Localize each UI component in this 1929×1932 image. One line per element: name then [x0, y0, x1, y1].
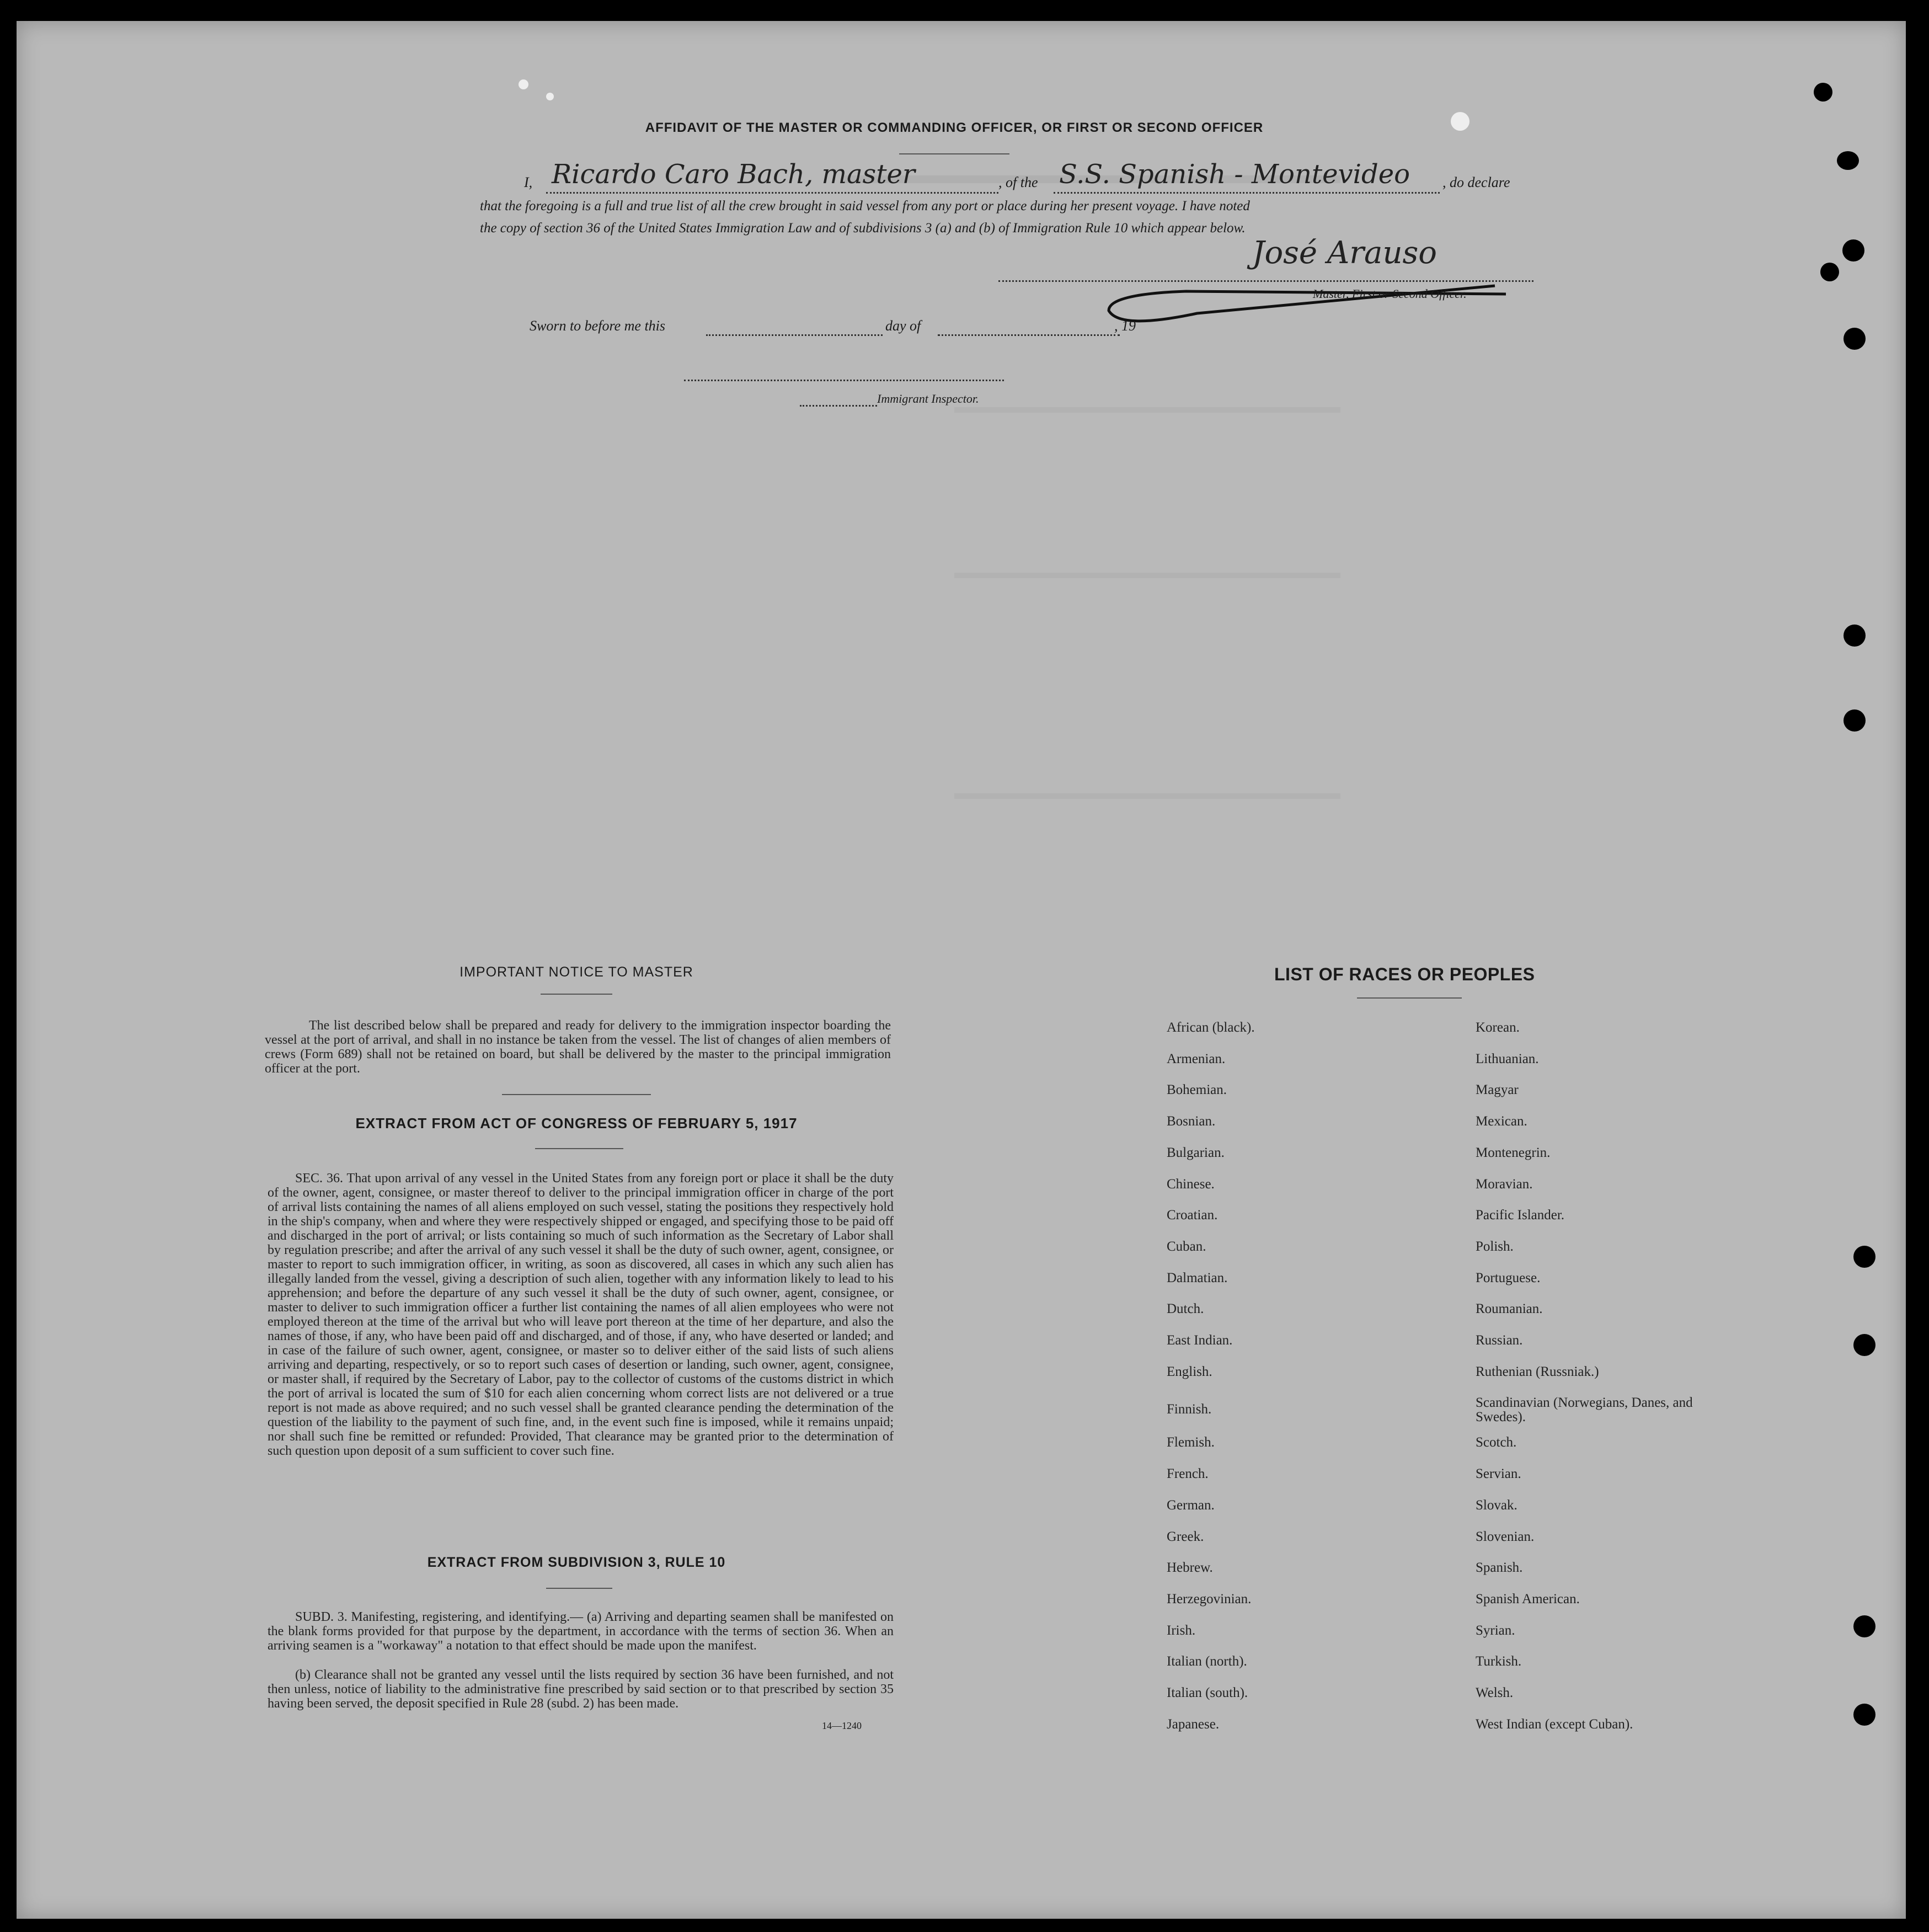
rule-title-rule: [546, 1588, 612, 1589]
paper-speck: [1451, 112, 1470, 131]
race-entry: Mexican.: [1476, 1114, 1527, 1129]
race-entry: Moravian.: [1476, 1176, 1533, 1192]
race-entry: English.: [1167, 1364, 1212, 1379]
inspector-signature-line: [684, 380, 1004, 381]
race-entry: Hebrew.: [1167, 1560, 1213, 1576]
race-entry: African (black).: [1167, 1020, 1255, 1035]
signature-line: [998, 280, 1533, 282]
document-page: [17, 21, 1906, 1919]
race-entry: Portuguese.: [1476, 1270, 1541, 1285]
race-entry: East Indian.: [1167, 1333, 1233, 1348]
punch-hole: [1820, 263, 1839, 281]
race-entry: Dalmatian.: [1167, 1270, 1228, 1285]
punch-hole: [1843, 709, 1866, 732]
bleed-through-mark: [954, 407, 1340, 413]
race-entry: Bohemian.: [1167, 1082, 1227, 1098]
races-title: LIST OF RACES OR PEOPLES: [1274, 964, 1535, 984]
race-entry: Finnish.: [1167, 1402, 1212, 1417]
race-entry: Pacific Islander.: [1476, 1208, 1565, 1223]
rule-title: EXTRACT FROM SUBDIVISION 3, RULE 10: [427, 1555, 726, 1570]
punch-hole: [1843, 328, 1866, 350]
race-entry: Spanish American.: [1476, 1591, 1580, 1607]
punch-hole: [1853, 1334, 1875, 1356]
affidavit-do-declare: , do declare: [1442, 174, 1510, 190]
sworn-year: , 19: [1114, 318, 1136, 334]
officer-signature: José Arauso: [1252, 235, 1437, 271]
race-entry: Welsh.: [1476, 1685, 1514, 1700]
race-entry: Spanish.: [1476, 1560, 1523, 1576]
master-name-line: [546, 192, 998, 194]
punch-hole: [1842, 239, 1864, 261]
notice-title: IMPORTANT NOTICE TO MASTER: [459, 964, 693, 980]
race-entry: Slovenian.: [1476, 1529, 1535, 1544]
race-entry: Dutch.: [1167, 1301, 1204, 1317]
race-entry: Japanese.: [1167, 1716, 1220, 1732]
race-entry: Greek.: [1167, 1529, 1204, 1544]
rule-para-a: SUBD. 3. Manifesting, registering, and identifying.— (a) Arriving and departing seamen shall be manifested on the blank forms provided for that purpose by the department, in accordance with the terms of section 36. When an arriving seamen is a "workaway" a notation to that effect should be made upon the manifest.: [268, 1610, 894, 1653]
race-entry: West Indian (except Cuban).: [1476, 1716, 1633, 1732]
rule-para-b: (b) Clearance shall not be granted any vessel until the lists required by section 36 have been furnished, and not then unless, notice of liability to the administrative fine prescribed by said section or to that prescribed by section 35 having been served, the deposit specified in Rule 28 (subd. 2) has been made.: [268, 1668, 894, 1711]
sworn-day-of: day of: [885, 318, 921, 334]
race-entry: Italian (north).: [1167, 1654, 1247, 1669]
paper-speck: [546, 93, 554, 100]
race-entry: Armenian.: [1167, 1051, 1226, 1066]
races-rule: [1357, 997, 1462, 999]
vessel-handwriting: S.S. Spanish - Montevideo: [1059, 159, 1410, 190]
race-entry: Cuban.: [1167, 1239, 1206, 1254]
affidavit-i-prefix: I,: [524, 174, 533, 190]
inspector-caption: Immigrant Inspector.: [877, 392, 979, 405]
affidavit-of-the: , of the: [998, 174, 1038, 190]
affidavit-title: AFFIDAVIT OF THE MASTER OR COMMANDING OFFICER, OR FIRST OR SECOND OFFICER: [645, 120, 1264, 135]
form-number: 14—1240: [822, 1720, 862, 1731]
race-entry: Servian.: [1476, 1466, 1521, 1482]
race-entry: Irish.: [1167, 1623, 1196, 1638]
inspector-short-line: [800, 405, 877, 407]
vessel-line: [1054, 192, 1440, 194]
race-entry: Lithuanian.: [1476, 1051, 1539, 1066]
affidavit-line-2: that the foregoing is a full and true list of all the crew brought in said vessel from any port or place during her present voyage. I have noted: [480, 199, 1250, 214]
race-entry: Slovak.: [1476, 1497, 1517, 1513]
punch-hole: [1853, 1615, 1875, 1637]
race-entry: Magyar: [1476, 1082, 1519, 1098]
notice-text: The list described below shall be prepared and ready for delivery to the immigration inspector boarding the vessel at the port of arrival, and shall in no instance be taken from the vessel. The list of changes of alien members of crews (Form 689) shall not be retained on board, but shall be delivered by the master to the principal immigration officer at the port.: [265, 1018, 891, 1076]
act-rule: [535, 1148, 623, 1149]
race-entry: Bosnian.: [1167, 1114, 1216, 1129]
punch-hole: [1843, 625, 1866, 647]
race-entry: Ruthenian (Russniak.): [1476, 1364, 1599, 1379]
notice-bottom-rule: [502, 1094, 651, 1095]
signature-caption: Master, First or Second Officer.: [1313, 287, 1467, 301]
race-entry: Croatian.: [1167, 1208, 1218, 1223]
race-entry: Polish.: [1476, 1239, 1514, 1254]
act-title: EXTRACT FROM ACT OF CONGRESS OF FEBRUARY 5, 1917: [355, 1115, 798, 1132]
race-entry: Russian.: [1476, 1333, 1523, 1348]
race-entry: Italian (south).: [1167, 1685, 1248, 1700]
race-entry: Korean.: [1476, 1020, 1520, 1035]
race-entry: Syrian.: [1476, 1623, 1515, 1638]
punch-hole: [1853, 1246, 1875, 1268]
act-text: SEC. 36. That upon arrival of any vessel in the United States from any foreign port or place it shall be the duty of the owner, agent, consignee, or master thereof to deliver to the principal immigration officer in charge of the port of arrival lists containing the names of all aliens employed on such vessel, stating the positions they respectively hold in the ship's company, when and where they were respectively shipped or engaged, and specifying those to be paid off and discharged in the port of arrival; or lists containing so much of such information as the Secretary of Labor shall by regulation prescribe; and after the arrival of any such vessel it shall be the duty of such owner, agent, consignee, or master to report to such immigration officer, in writing, as soon as discovered, all cases in which any such alien has illegally landed from the vessel, giving a description of such alien, together with any information likely to lead to his apprehension; and before the departure of any such vessel it shall be the duty of such owner, agent, consignee, or master to deliver to such immigration officer a further list containing the names of all alien employees who were not employed thereon at the time of the arrival but who will leave port thereon at the time of her departure, and also the names of those, if any, who have been paid off and discharged, and of those, if any, who have deserted or landed; and in case of the failure of such owner, agent, consignee, or master so to deliver either of the said lists of such aliens arriving and departing, respectively, or so to report such cases of desertion or landing, such owner, agent, consignee, or master shall, if required by the Secretary of Labor, pay to the collector of customs of the customs district in which the port of arrival is located the sum of $10 for each alien concerning whom correct lists are not delivered or a true report is not made as above required; and no such vessel shall be granted clearance pending the determination of the question of the liability to the payment of such fine, and, in the event such fine is imposed, while it remains unpaid; nor shall such fine be remitted or refunded: Provided, That clearance may be granted prior to the determination of such question upon deposit of a sum sufficient to cover such fine.: [268, 1171, 894, 1458]
race-entry: Flemish.: [1167, 1435, 1215, 1450]
race-entry: Montenegrin.: [1476, 1145, 1551, 1160]
affidavit-line-3: the copy of section 36 of the United States Immigration Law and of subdivisions 3 (a) and (b) of Immigration Rule 10 which appear below.: [480, 221, 1246, 236]
race-entry: Turkish.: [1476, 1654, 1522, 1669]
punch-hole: [1837, 151, 1859, 170]
bleed-through-mark: [954, 573, 1340, 578]
punch-hole: [1814, 83, 1832, 102]
paper-speck: [519, 79, 528, 89]
race-entry: Scandinavian (Norwegians, Danes, and Swedes).: [1476, 1395, 1693, 1425]
race-entry: Scotch.: [1476, 1435, 1517, 1450]
race-entry: Bulgarian.: [1167, 1145, 1225, 1160]
sworn-prefix: Sworn to before me this: [530, 318, 666, 334]
race-entry: German.: [1167, 1497, 1215, 1513]
sworn-day-line: [706, 334, 883, 336]
punch-hole: [1853, 1704, 1875, 1726]
race-entry: French.: [1167, 1466, 1209, 1482]
notice-rule: [541, 994, 612, 995]
master-name-handwriting: Ricardo Caro Bach, master: [552, 159, 915, 190]
race-entry: Chinese.: [1167, 1176, 1215, 1192]
title-rule: [899, 153, 1009, 154]
race-entry: Roumanian.: [1476, 1301, 1543, 1317]
bleed-through-mark: [954, 793, 1340, 799]
sworn-month-line: [938, 334, 1120, 336]
race-entry: Herzegovinian.: [1167, 1591, 1252, 1607]
